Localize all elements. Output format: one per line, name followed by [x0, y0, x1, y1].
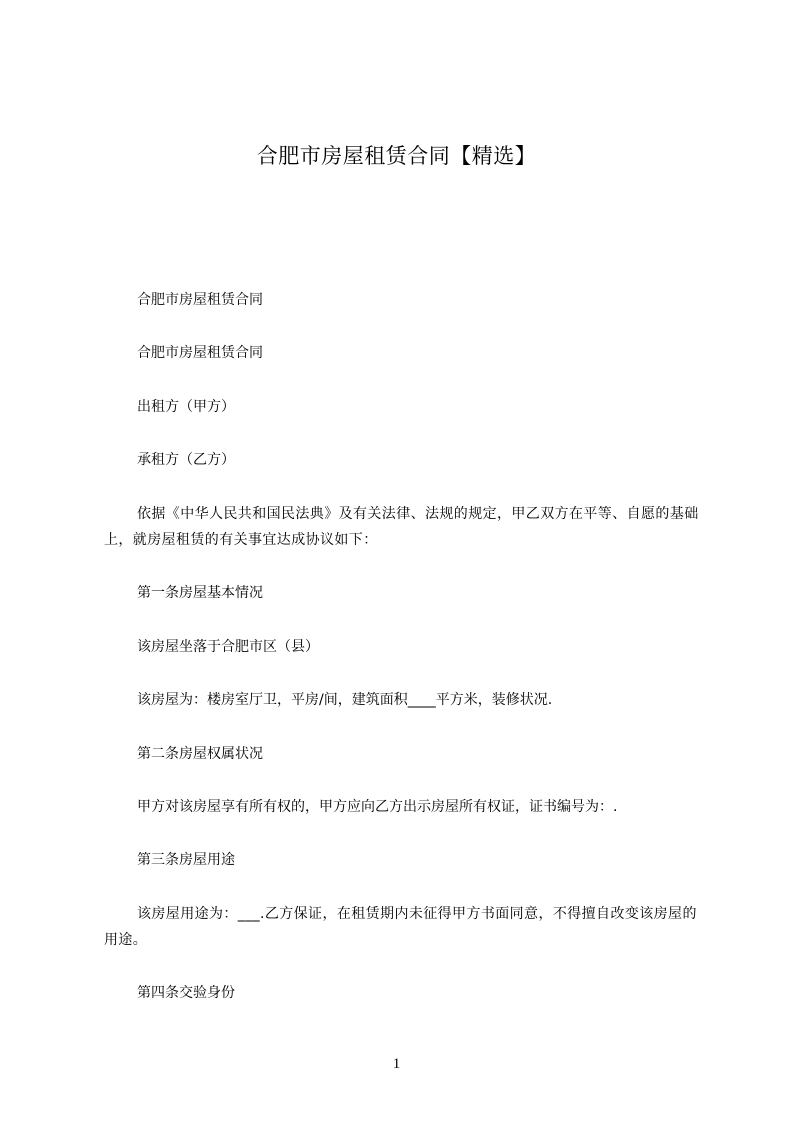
paragraph-property-description: 该房屋为：楼房室厅卫，平房/间，建筑面积____平方米，装修状况.: [137, 692, 553, 708]
paragraph-preamble: 依据《中华人民共和国民法典》及有关法律、法规的规定，甲乙双方在平等、自愿的基础上，就房屋租赁的有关事宜达成协议如下：: [104, 506, 699, 548]
paragraph-lessee: 承租方（乙方）: [137, 452, 235, 468]
paragraph-property-location: 该房屋坐落于合肥市区（县）: [137, 639, 319, 655]
paragraph-article-3-heading: 第三条房屋用途: [137, 852, 235, 868]
paragraph-article-4-heading: 第四条交验身份: [137, 985, 235, 1001]
paragraph-ownership: 甲方对该房屋享有所有权的，甲方应向乙方出示房屋所有权证，证书编号为：.: [137, 799, 618, 815]
paragraph-contract-name-repeat: 合肥市房屋租赁合同: [137, 345, 263, 361]
paragraph-lessor: 出租方（甲方）: [137, 399, 235, 415]
page-number: 1: [392, 1056, 401, 1072]
paragraph-article-2-heading: 第二条房屋权属状况: [137, 746, 263, 762]
paragraph-property-use: 该房屋用途为：___.乙方保证，在租赁期内未征得甲方书面同意，不得擅自改变该房屋的用途。: [104, 906, 697, 948]
paragraph-article-1-heading: 第一条房屋基本情况: [137, 585, 263, 601]
paragraph-contract-name: 合肥市房屋租赁合同: [137, 292, 263, 308]
document-title: 合肥市房屋租赁合同【精选】: [256, 144, 537, 168]
